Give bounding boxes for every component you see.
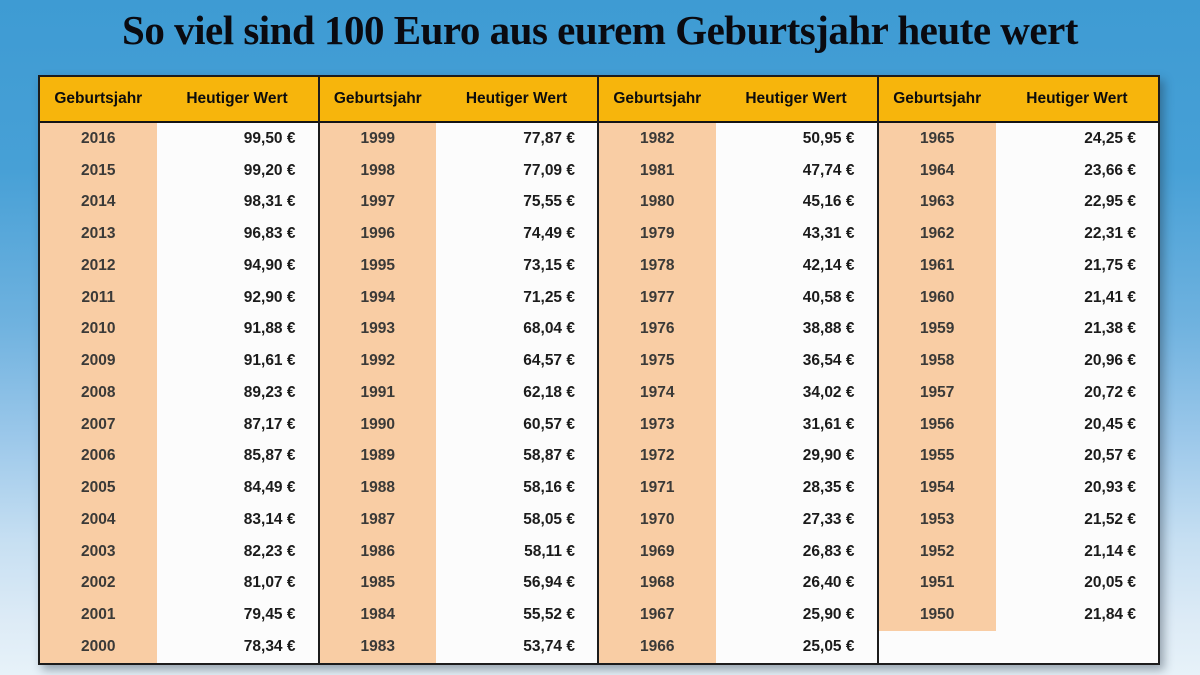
table-row — [40, 123, 318, 155]
year-cell: 1991 — [320, 377, 437, 409]
value-cell: 62,18 € — [523, 383, 575, 401]
value-cell: 84,49 € — [243, 479, 296, 497]
value-cell: 27,33 € — [802, 510, 855, 528]
year-cell: 1956 — [879, 409, 996, 441]
table-row — [879, 314, 1159, 346]
value-cell: 58,11 € — [524, 542, 575, 560]
value-cell: 50,95 € — [802, 129, 855, 147]
value-cell: 20,57 € — [1084, 447, 1136, 465]
column-header-geburtsjahr: Geburtsjahr — [333, 90, 422, 107]
year-cell: 1962 — [879, 218, 996, 250]
value-cell: 85,87 € — [243, 447, 296, 465]
year-cell: 1952 — [879, 536, 996, 568]
table-row — [320, 282, 598, 314]
value-cell: 23,66 € — [1084, 161, 1136, 179]
column-header-geburtsjahr: Geburtsjahr — [893, 90, 982, 107]
value-cell: 99,20 € — [243, 161, 296, 179]
value-cell: 99,50 € — [243, 129, 296, 147]
table-row — [599, 377, 877, 409]
value-cell: 29,90 € — [802, 447, 855, 465]
value-cell: 22,31 € — [1084, 225, 1136, 243]
value-cell: 87,17 € — [243, 415, 296, 433]
value-cell: 60,57 € — [523, 415, 575, 433]
table-group-body — [40, 123, 318, 663]
table-row — [40, 314, 318, 346]
table-group-header — [320, 77, 598, 123]
value-cell: 43,31 € — [802, 225, 855, 243]
year-cell: 1971 — [599, 472, 716, 504]
table-row — [320, 631, 598, 663]
year-cell: 1998 — [320, 155, 437, 187]
table-row — [599, 345, 877, 377]
value-cell: 58,05 € — [523, 510, 575, 528]
year-cell: 1994 — [320, 282, 437, 314]
year-cell: 2012 — [40, 250, 157, 282]
table-group-body — [879, 123, 1159, 663]
year-cell: 1990 — [320, 409, 437, 441]
table-row — [879, 599, 1159, 631]
year-cell: 1980 — [599, 187, 716, 219]
value-cell: 89,23 € — [243, 383, 296, 401]
year-cell: 1961 — [879, 250, 996, 282]
value-cell: 56,94 € — [523, 574, 575, 592]
table-row — [879, 409, 1159, 441]
year-cell: 2005 — [40, 472, 157, 504]
table-row — [320, 504, 598, 536]
value-cell: 20,45 € — [1084, 415, 1136, 433]
value-cell: 22,95 € — [1084, 193, 1136, 211]
year-cell: 1955 — [879, 441, 996, 473]
table-row — [320, 123, 598, 155]
year-cell: 2011 — [40, 282, 157, 314]
page-title: So viel sind 100 Euro aus eurem Geburtsjahr heute wert — [122, 7, 1078, 53]
year-cell: 1964 — [879, 155, 996, 187]
value-cell: 58,87 € — [523, 447, 575, 465]
year-cell: 2007 — [40, 409, 157, 441]
table-row — [320, 568, 598, 600]
table-row — [40, 187, 318, 219]
year-cell: 1981 — [599, 155, 716, 187]
table-row — [40, 409, 318, 441]
table-row — [599, 314, 877, 346]
table-row — [40, 504, 318, 536]
year-cell: 2015 — [40, 155, 157, 187]
table-row — [879, 536, 1159, 568]
column-header-heutiger-wert: Heutiger Wert — [186, 90, 288, 107]
table-row — [599, 568, 877, 600]
year-cell: 1978 — [599, 250, 716, 282]
value-cell: 34,02 € — [802, 383, 855, 401]
year-cell: 1984 — [320, 599, 437, 631]
value-cell: 64,57 € — [523, 352, 575, 370]
table-row — [320, 441, 598, 473]
year-cell: 1967 — [599, 599, 716, 631]
year-cell: 1959 — [879, 314, 996, 346]
table-row — [40, 377, 318, 409]
column-header-geburtsjahr: Geburtsjahr — [54, 90, 143, 107]
table-row — [40, 250, 318, 282]
year-cell: 1993 — [320, 314, 437, 346]
year-cell: 2002 — [40, 568, 157, 600]
table-row — [40, 441, 318, 473]
table-row — [40, 631, 318, 663]
table-group-header — [879, 77, 1159, 123]
year-cell: 1953 — [879, 504, 996, 536]
value-cell: 21,38 € — [1084, 320, 1136, 338]
table-row — [320, 345, 598, 377]
year-cell: 1973 — [599, 409, 716, 441]
table-row — [40, 536, 318, 568]
value-cell: 36,54 € — [802, 352, 855, 370]
year-cell: 1957 — [879, 377, 996, 409]
table-row — [599, 250, 877, 282]
table-row — [40, 568, 318, 600]
value-cell: 98,31 € — [243, 193, 296, 211]
table-row — [320, 472, 598, 504]
value-table — [38, 75, 1160, 665]
value-cell: 58,16 € — [523, 479, 575, 497]
table-row — [320, 250, 598, 282]
year-cell: 2004 — [40, 504, 157, 536]
year-cell: 1960 — [879, 282, 996, 314]
column-header-heutiger-wert: Heutiger Wert — [1026, 90, 1128, 107]
value-cell: 21,75 € — [1084, 256, 1136, 274]
value-cell: 53,74 € — [523, 637, 575, 655]
year-cell: 1965 — [879, 123, 996, 155]
table-group-header — [40, 77, 318, 123]
table-row — [320, 409, 598, 441]
column-header-heutiger-wert: Heutiger Wert — [745, 90, 847, 107]
year-cell: 1988 — [320, 472, 437, 504]
value-cell: 45,16 € — [802, 193, 855, 211]
table-group-1965-1950 — [879, 77, 1159, 663]
year-cell: 2009 — [40, 345, 157, 377]
table-row — [599, 187, 877, 219]
year-cell: 1999 — [320, 123, 437, 155]
table-row — [879, 568, 1159, 600]
table-row — [320, 599, 598, 631]
year-cell: 2003 — [40, 536, 157, 568]
year-cell: 1954 — [879, 472, 996, 504]
year-cell: 1989 — [320, 441, 437, 473]
value-cell: 26,83 € — [802, 542, 855, 560]
value-cell: 20,05 € — [1084, 574, 1136, 592]
value-cell: 20,96 € — [1084, 352, 1136, 370]
value-cell: 20,72 € — [1084, 383, 1136, 401]
year-cell: 1977 — [599, 282, 716, 314]
table-row — [879, 218, 1159, 250]
value-cell: 77,09 € — [523, 161, 575, 179]
table-row — [879, 504, 1159, 536]
value-cell: 96,83 € — [243, 225, 296, 243]
value-cell: 71,25 € — [523, 288, 575, 306]
value-cell: 91,61 € — [243, 352, 296, 370]
table-row — [879, 123, 1159, 155]
table-group-2016-2000 — [40, 77, 320, 663]
year-cell: 1995 — [320, 250, 437, 282]
value-cell: 25,90 € — [802, 606, 855, 624]
table-group-1999-1983 — [320, 77, 600, 663]
value-cell: 92,90 € — [243, 288, 296, 306]
value-cell: 25,05 € — [802, 637, 855, 655]
year-cell: 1976 — [599, 314, 716, 346]
value-cell: 31,61 € — [802, 415, 855, 433]
column-header-heutiger-wert: Heutiger Wert — [465, 90, 568, 107]
table-row — [320, 536, 598, 568]
value-cell: 78,34 € — [243, 637, 296, 655]
table-row — [599, 218, 877, 250]
year-cell: 1951 — [879, 568, 996, 600]
table-row — [40, 218, 318, 250]
value-cell: 20,93 € — [1084, 479, 1136, 497]
year-cell: 1950 — [879, 599, 996, 631]
table-row — [40, 345, 318, 377]
year-cell: 2001 — [40, 599, 157, 631]
value-cell: 91,88 € — [243, 320, 296, 338]
table-row — [879, 282, 1159, 314]
year-cell: 1966 — [599, 631, 716, 663]
year-cell: 2006 — [40, 441, 157, 473]
value-cell: 47,74 € — [802, 161, 855, 179]
table-row — [599, 536, 877, 568]
table-row — [40, 282, 318, 314]
value-cell: 94,90 € — [243, 256, 296, 274]
value-cell: 21,41 € — [1084, 288, 1136, 306]
value-cell: 75,55 € — [523, 193, 575, 211]
year-cell: 1979 — [599, 218, 716, 250]
value-cell: 81,07 € — [243, 574, 296, 592]
value-cell: 55,52 € — [523, 606, 575, 624]
column-header-geburtsjahr: Geburtsjahr — [613, 90, 702, 107]
year-cell: 1987 — [320, 504, 437, 536]
table-row — [879, 377, 1159, 409]
table-row — [879, 441, 1159, 473]
table-row — [599, 123, 877, 155]
table-row — [599, 631, 877, 663]
year-cell: 1969 — [599, 536, 716, 568]
table-row — [599, 409, 877, 441]
year-cell: 2008 — [40, 377, 157, 409]
table-group-body — [599, 123, 877, 663]
table-row — [599, 599, 877, 631]
year-cell: 2010 — [40, 314, 157, 346]
value-cell: 74,49 € — [523, 225, 575, 243]
table-row — [599, 441, 877, 473]
value-cell: 83,14 € — [243, 510, 296, 528]
year-cell: 1986 — [320, 536, 437, 568]
value-cell: 24,25 € — [1084, 129, 1136, 147]
value-cell: 21,14 € — [1084, 542, 1136, 560]
table-row — [879, 472, 1159, 504]
table-row — [320, 218, 598, 250]
year-cell: 2014 — [40, 187, 157, 219]
table-row — [320, 314, 598, 346]
value-cell: 73,15 € — [523, 256, 575, 274]
table-row — [599, 472, 877, 504]
value-cell: 82,23 € — [243, 542, 296, 560]
year-cell: 1958 — [879, 345, 996, 377]
year-cell: 1996 — [320, 218, 437, 250]
table-row — [599, 155, 877, 187]
table-group-header — [599, 77, 877, 123]
value-cell: 40,58 € — [802, 288, 855, 306]
table-row — [599, 504, 877, 536]
year-cell: 1963 — [879, 187, 996, 219]
value-cell: 26,40 € — [802, 574, 855, 592]
table-row — [879, 187, 1159, 219]
year-cell: 1983 — [320, 631, 437, 663]
table-row — [879, 250, 1159, 282]
value-cell: 68,04 € — [523, 320, 575, 338]
year-cell: 2000 — [40, 631, 157, 663]
value-cell: 28,35 € — [802, 479, 855, 497]
table-row — [599, 282, 877, 314]
table-row — [40, 155, 318, 187]
value-cell: 21,52 € — [1084, 510, 1136, 528]
table-row — [320, 377, 598, 409]
table-row — [320, 187, 598, 219]
year-cell: 2016 — [40, 123, 157, 155]
value-cell: 79,45 € — [243, 606, 296, 624]
table-row — [40, 599, 318, 631]
table-row — [40, 472, 318, 504]
year-cell: 1985 — [320, 568, 437, 600]
table-group-1982-1966 — [599, 77, 879, 663]
year-cell: 1982 — [599, 123, 716, 155]
year-cell: 1992 — [320, 345, 437, 377]
table-row — [879, 345, 1159, 377]
year-cell: 1972 — [599, 441, 716, 473]
table-row — [320, 155, 598, 187]
year-cell: 1970 — [599, 504, 716, 536]
value-cell: 77,87 € — [523, 129, 575, 147]
value-cell: 42,14 € — [802, 256, 855, 274]
year-cell: 2013 — [40, 218, 157, 250]
year-cell: 1968 — [599, 568, 716, 600]
value-cell: 21,84 € — [1084, 606, 1136, 624]
year-cell: 1975 — [599, 345, 716, 377]
table-row — [879, 155, 1159, 187]
year-cell: 1974 — [599, 377, 716, 409]
value-cell: 38,88 € — [802, 320, 855, 338]
table-group-body — [320, 123, 598, 663]
year-cell: 1997 — [320, 187, 437, 219]
